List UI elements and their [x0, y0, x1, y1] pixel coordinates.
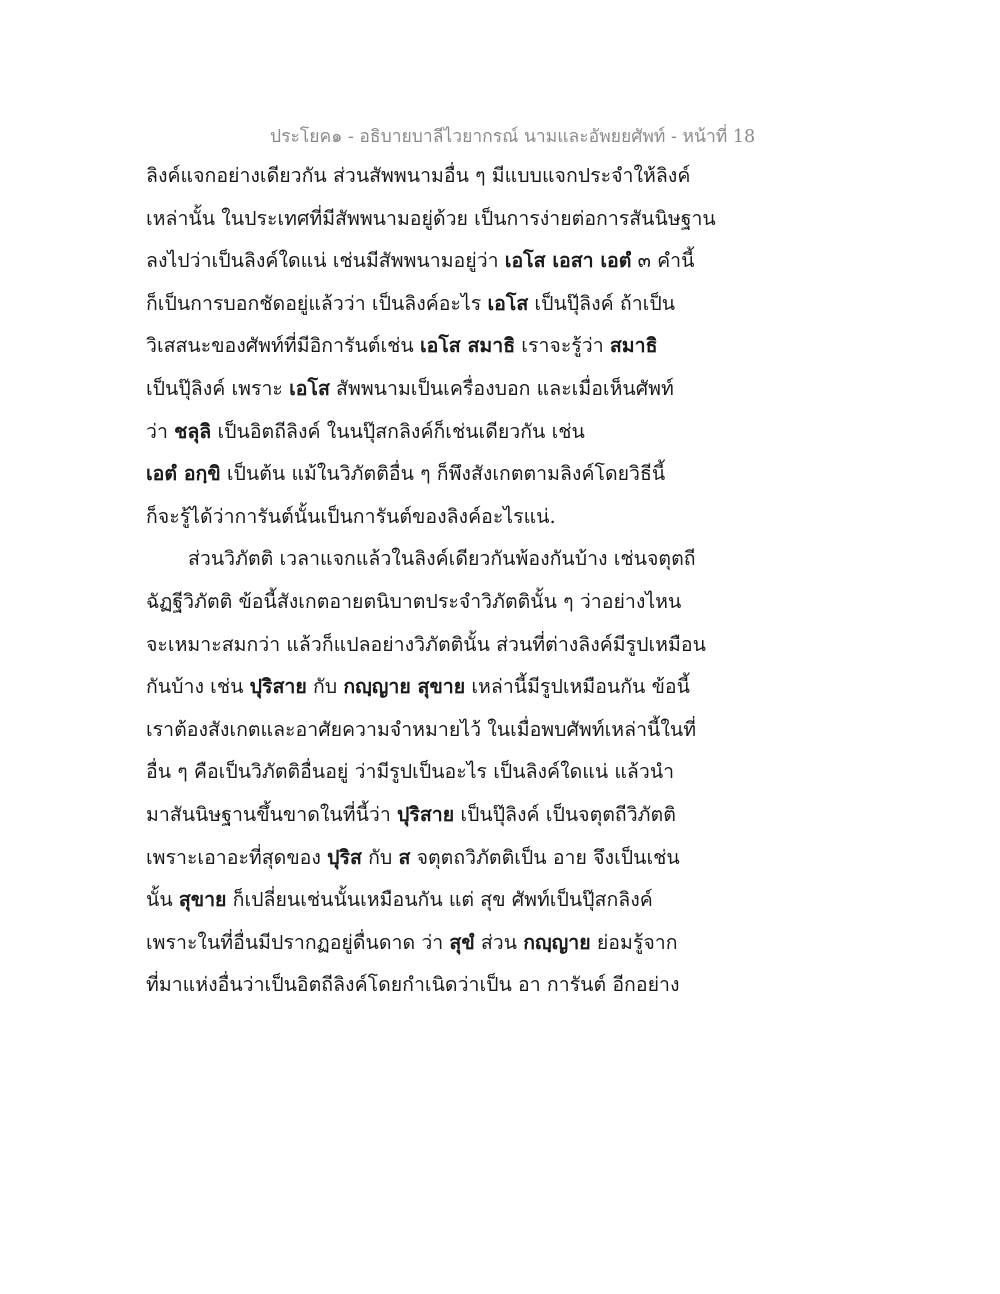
text-run: กับ [306, 675, 344, 699]
text-run: เป็นอิตถีลิงค์ ในนปุ๊สกลิงค์ก็เช่นเดียวกัน เช่น [211, 419, 585, 443]
bold-term: ปุริสาย [249, 675, 307, 699]
text-line [146, 453, 706, 496]
text-line [146, 496, 706, 539]
bold-term: สมาธิ [609, 334, 658, 358]
text-run: กันบ้าง เช่น [146, 675, 250, 699]
text-run: นั้น [146, 888, 179, 912]
text-line [146, 709, 706, 752]
text-run: เราจะรู้ว่า [515, 334, 610, 358]
text-run: จตุตถวิภัตติเป็น อาย จึงเป็นเช่น [410, 845, 680, 869]
text-line [146, 198, 716, 241]
bold-term: ส [398, 845, 411, 869]
text-run: ๓ คำนี้ [631, 249, 695, 273]
body-text [146, 155, 716, 1007]
text-line [146, 240, 706, 283]
text-run: ก็จะรู้ได้ว่าการันต์นั้นเป็นการันต์ของลิงค์อะไรแน่. [146, 504, 556, 528]
text-line [146, 794, 706, 837]
text-line [146, 411, 706, 454]
text-run: จะเหมาะสมกว่า แล้วก็แปลอย่างวิภัตตินั้น ส่วนที่ต่างลิงค์มีรูปเหมือน [146, 632, 706, 656]
text-run: ส่วน [474, 930, 524, 954]
text-run: กับ [361, 845, 399, 869]
text-run: เป็นปุ๊ลิงค์ ถ้าเป็น [528, 291, 676, 315]
text-run: เหล่านี้มีรูปเหมือนกัน ข้อนี้ [465, 675, 690, 699]
bold-term: ปุริสาย [397, 802, 455, 826]
text-run: ย่อมรู้จาก [590, 930, 678, 954]
page-header: ประโยค๑ - อธิบายบาลีไวยากรณ์ นามและอัพยยศัพท์ - หน้าที่ 18 [270, 127, 756, 147]
text-run: ลิงค์แจกอย่างเดียวกัน ส่วนสัพพนามอื่น ๆ มีแบบแจกประจำให้ลิงค์ [146, 164, 691, 187]
text-run: ก็เป็นการบอกชัดอยู่แล้วว่า เป็นลิงค์อะไร [146, 291, 488, 315]
text-line [146, 581, 706, 624]
text-run: วิเสสนะของศัพท์ที่มีอิการันต์เช่น [146, 334, 420, 358]
text-run: ว่า [146, 419, 175, 443]
text-line [146, 624, 706, 667]
text-run: สัพพนามเป็นเครื่องบอก และเมื่อเห็นศัพท์ [329, 376, 674, 400]
text-run: เหล่านั้น ในประเทศที่มีสัพพนามอยู่ด้วย เป็นการง่ายต่อการสันนิษฐาน [146, 206, 716, 230]
text-run: เพราะในที่อื่นมีปรากฏอยู่ดื่นดาด ว่า [146, 930, 450, 954]
bold-term: สุขาย [178, 888, 227, 912]
bold-term: เอโส [487, 291, 529, 315]
text-line [146, 155, 706, 198]
text-run: เป็นปุ๊ลิงค์ เป็นจตุตถีวิภัตติ [454, 802, 676, 826]
bold-term: ชลุลิ [174, 419, 212, 443]
text-line [146, 837, 706, 880]
text-line [146, 922, 706, 965]
text-line [146, 879, 706, 922]
text-run: มาสันนิษฐานขึ้นขาดในที่นี้ว่า [146, 802, 397, 826]
text-line [146, 325, 706, 368]
text-run: ที่มาแห่งอื่นว่าเป็นอิตถีลิงค์โดยกำเนิดว่าเป็น อา การันต์ อีกอย่าง [146, 973, 680, 997]
text-line [146, 368, 706, 411]
bold-term: เอโส [289, 376, 330, 400]
bold-term: สุขํ [449, 930, 475, 954]
bold-term: เอตํ อกฺขิ [146, 462, 221, 486]
text-line [146, 283, 706, 326]
text-line [146, 964, 706, 1007]
bold-term: กญฺญาย [523, 930, 591, 954]
text-run: ก็เปลี่ยนเช่นนั้นเหมือนกัน แต่ สุข ศัพท์เป็นปุ๊สกลิงค์ [226, 888, 653, 912]
text-line [146, 666, 706, 709]
text-run: เราต้องสังเกตและอาศัยความจำหมายไว้ ในเมื่อพบศัพท์เหล่านี้ในที่ [146, 717, 697, 741]
text-run: อื่น ๆ คือเป็นวิภัตติอื่นอยู่ ว่ามีรูปเป็นอะไร เป็นลิงค์ใดแน่ แล้วนำ [146, 760, 675, 784]
text-run: เป็นปุ๊ลิงค์ เพราะ [146, 376, 290, 400]
text-line [146, 538, 706, 581]
bold-term: กญฺญาย สุขาย [343, 675, 466, 699]
text-run: เป็นต้น แม้ในวิภัตติอื่น ๆ ก็พึงสังเกตตามลิงค์โดยวิธีนี้ [220, 462, 666, 486]
text-run: ฉัฏฐีวิภัตติ ข้อนี้สังเกตอายตนิบาตประจำวิภัตตินั้น ๆ ว่าอย่างไหน [146, 589, 682, 613]
text-run: ส่วนวิภัตติ เวลาแจกแล้วในลิงค์เดียวกันพ้องกันบ้าง เช่นจตุตถี [188, 547, 696, 571]
text-run: ลงไปว่าเป็นลิงค์ใดแน่ เช่นมีสัพพนามอยู่ว่า [146, 249, 505, 273]
bold-term: เอโส เอสา เอตํ [504, 249, 632, 273]
bold-term: เอโส สมาธิ [419, 334, 516, 358]
text-run: เพราะเอาอะที่สุดของ [146, 845, 328, 869]
text-line [146, 751, 706, 794]
bold-term: ปุริส [327, 845, 362, 869]
